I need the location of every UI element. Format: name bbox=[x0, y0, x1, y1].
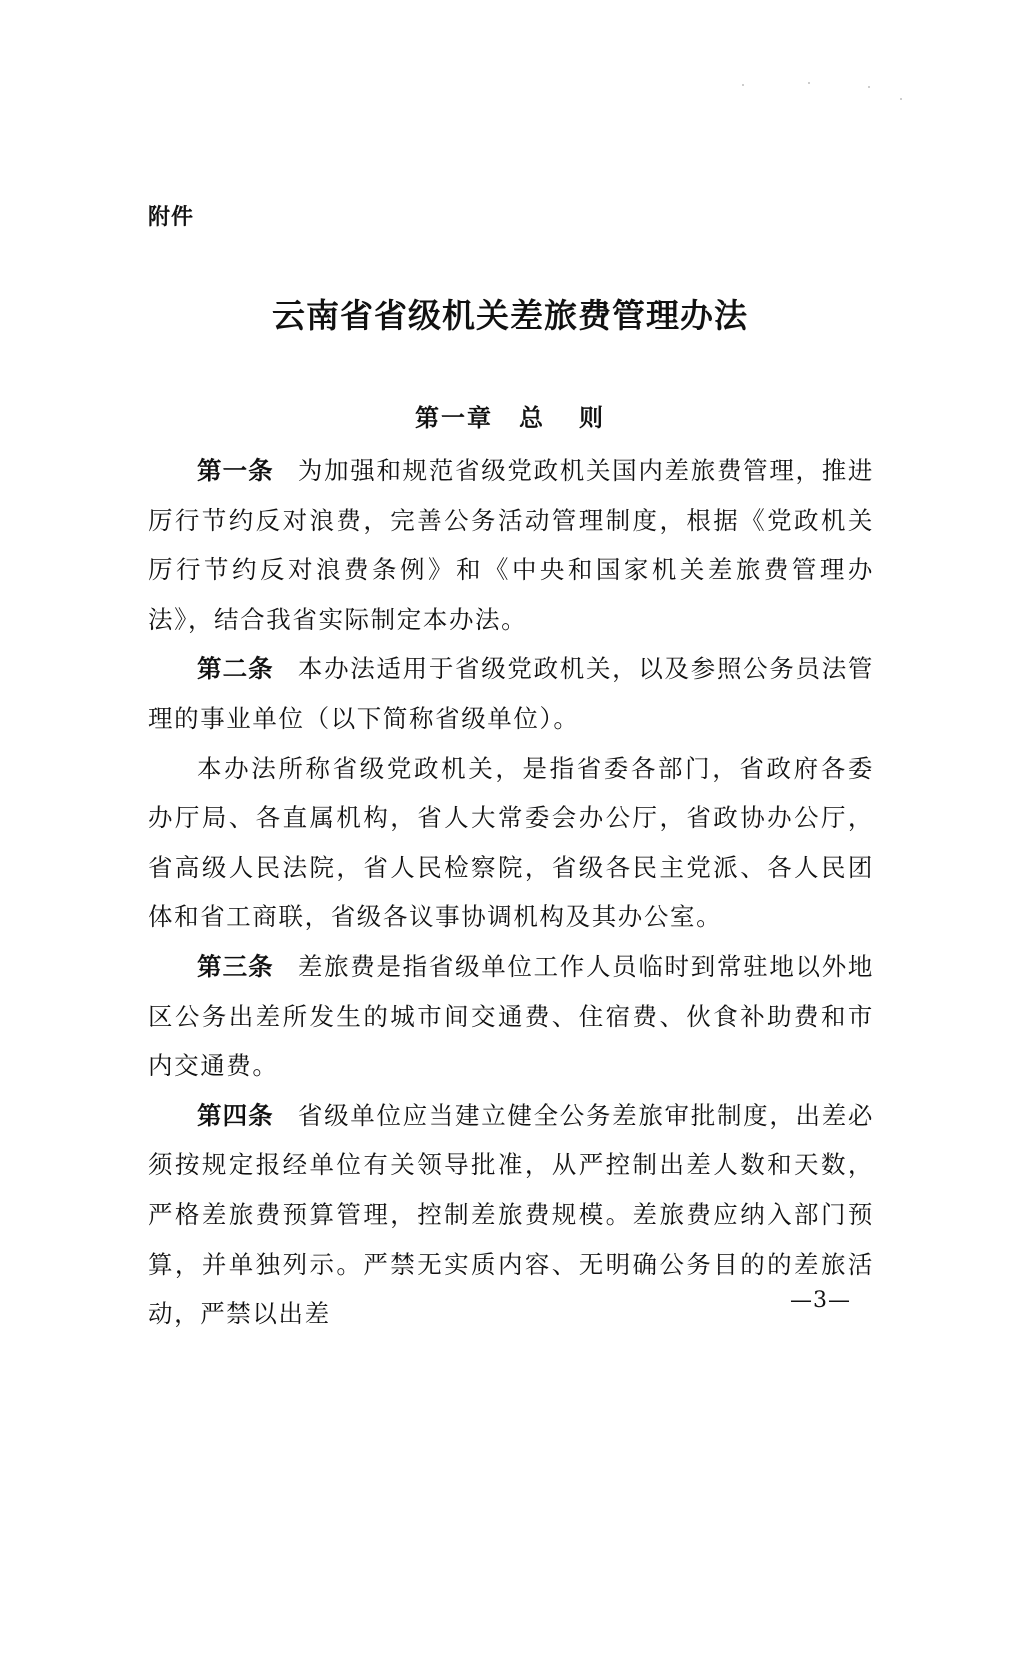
scan-speck bbox=[742, 84, 744, 86]
chapter-heading bbox=[0, 398, 1020, 433]
article-3-text: 差旅费是指省级单位工作人员临时到常驻地以外地区公务出差所发生的城市间交通费、住宿费、伙食补助费和市内交通费。 bbox=[148, 951, 874, 1081]
attachment-label: 附件 bbox=[148, 205, 195, 230]
chapter-number: 第一章 bbox=[415, 404, 493, 432]
document-body bbox=[148, 446, 874, 1339]
article-3-paragraph bbox=[148, 942, 874, 1091]
scan-speck bbox=[900, 98, 902, 100]
chapter-name-part1: 总 bbox=[519, 404, 545, 432]
scan-speck bbox=[808, 82, 810, 84]
page-number: —3— bbox=[790, 1288, 851, 1313]
article-2-text: 本办法适用于省级党政机关，以及参照公务员法管理的事业单位（以下简称省级单位）。 bbox=[148, 654, 874, 733]
chapter-name-part2: 则 bbox=[579, 404, 605, 432]
article-4-text: 省级单位应当建立健全公务差旅审批制度，出差必须按规定报经单位有关领导批准，从严控制出差人数和天数，严格差旅费预算管理，控制差旅费规模。差旅费应纳入部门预算，并单独列示。严禁无实质内容、无明确公务目的的差旅活动，严禁以出差 bbox=[148, 1100, 874, 1329]
document-title: 云南省省级机关差旅费管理办法 bbox=[272, 296, 748, 335]
article-2-label: 第二条 bbox=[197, 654, 274, 684]
article-1-label: 第一条 bbox=[197, 456, 274, 485]
article-4-label: 第四条 bbox=[197, 1100, 274, 1130]
article-2-paragraph bbox=[148, 644, 874, 743]
article-3-label: 第三条 bbox=[197, 951, 274, 981]
article-4-paragraph bbox=[148, 1091, 874, 1339]
scan-speck bbox=[868, 86, 870, 88]
article-2-continuation-paragraph bbox=[148, 744, 874, 942]
article-2-continuation-text: 本办法所称省级党政机关，是指省委各部门，省政府各委办厅局、各直属机构，省人大常委会办公厅，省政协办公厅，省高级人民法院，省人民检察院，省级各民主党派、各人民团体和省工商联，省级各议事协调机构及其办公室。 bbox=[148, 753, 874, 932]
article-1-text: 为加强和规范省级党政机关国内差旅费管理，推进厉行节约反对浪费，完善公务活动管理制度，根据《党政机关厉行节约反对浪费条例》和《中央和国家机关差旅费管理办法》，结合我省实际制定本办法。 bbox=[148, 456, 874, 634]
article-1-paragraph bbox=[148, 446, 874, 644]
